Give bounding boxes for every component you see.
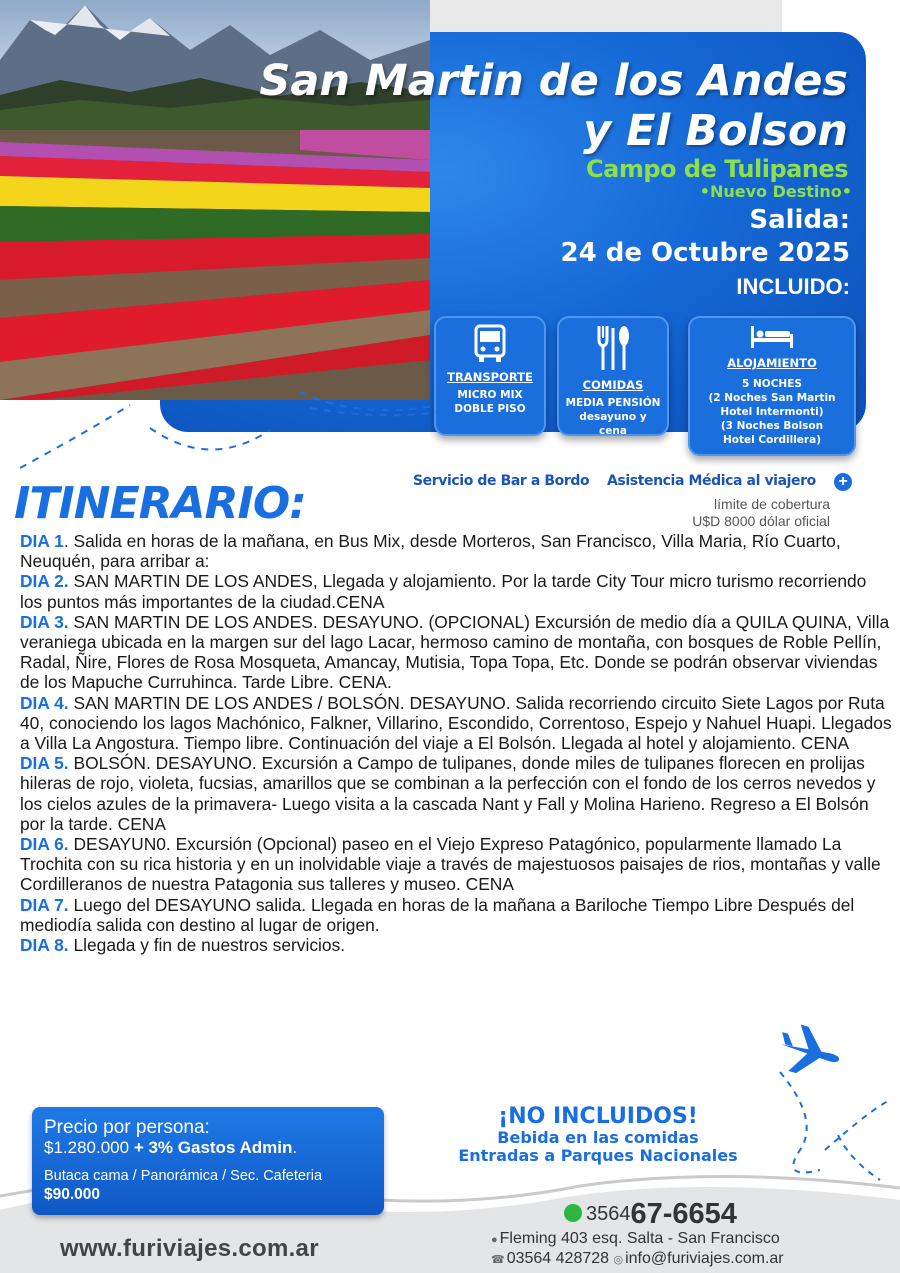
day-7: DIA 7. Luego del DESAYUNO salida. Llegada en horas de la mañana a Bariloche Tiempo Libre Después del mediodía salida con destino al lugar de origen. xyxy=(20,894,855,935)
card-corner xyxy=(160,130,420,430)
new-destination-tag: •Nuevo Destino• xyxy=(699,182,852,201)
location-pin-icon: ● xyxy=(491,1234,498,1246)
airplane-icon xyxy=(773,1021,845,1083)
coverage-limit-amount: U$D 8000 dólar oficial xyxy=(692,513,830,529)
day-2: DIA 2. SAN MARTIN DE LOS ANDES, Llegada y alojamiento. Por la tarde City Tour micro turismo recorriendo los puntos más importantes de la ciudad.CENA xyxy=(20,571,867,612)
not-included-block xyxy=(440,1104,756,1165)
bed-icon xyxy=(749,324,795,350)
page-title: San Martin de los Andes y El Bolson xyxy=(259,56,848,156)
price-box xyxy=(32,1107,384,1215)
itinerary-title: ITINERARIO: xyxy=(14,478,306,529)
phone-icon: ☎ xyxy=(491,1254,505,1266)
coverage-limit-label: límite de cobertura xyxy=(714,496,830,512)
transport-line1: MICRO MIX xyxy=(457,389,523,401)
day-4: DIA 4. SAN MARTIN DE LOS ANDES / BOLSÓN. DESAYUNO. Salida recorriendo circuito Siete Lagos por Ruta 40, conociendo los lagos Machónico, Falkner, Villarino, Escondido, Correntoso, Espejo y Nahuel Huapi. Llegados a Villa La Angostura. Tiempo libre. Continuación del viaje a El Bolsón. Llegada al hotel y alojamiento. CENA xyxy=(20,692,892,754)
departure-date: 24 de Octubre 2025 xyxy=(560,238,850,268)
cutlery-icon xyxy=(593,324,633,372)
price-amount-line: $1.280.000 + 3% Gastos Admin. xyxy=(44,1138,298,1157)
address: ● Fleming 403 esq. Salta - San Francisco xyxy=(491,1230,780,1247)
bus-icon xyxy=(473,324,507,364)
meals-line2: desayuno y xyxy=(579,411,647,423)
medical-assistance: Asistencia Médica al viajero xyxy=(607,473,816,489)
contact-line xyxy=(491,1250,784,1268)
not-included-drinks: Bebida en las comidas xyxy=(497,1128,699,1147)
whatsapp-icon xyxy=(564,1204,582,1222)
day-6: DIA 6. DESAYUN0. Excursión (Opcional) paseo en el Viejo Expreso Patagónico, popularmente llamado La Trochita con su rica historia y en un inolvidable viaje a través de majestuosos paisajes de rios, montañas y valle Cordilleranos de nuestra Patagonia sus talleres y museo. CENA xyxy=(20,834,881,895)
globe-icon: ◎ xyxy=(613,1254,624,1266)
not-included-title: ¡NO INCLUIDOS! xyxy=(498,1104,698,1129)
phone-number[interactable]: 356467-6654 xyxy=(564,1198,737,1231)
day-8: DIA 8. Llegada y fin de nuestros servicios. xyxy=(20,935,346,956)
lodging-line3: Hotel Intermonti) xyxy=(720,406,824,418)
meals-line1: MEDIA PENSIÓN xyxy=(565,397,661,409)
itinerary-days xyxy=(20,531,892,955)
lodging-box xyxy=(688,316,856,456)
bar-service: Servicio de Bar a Bordo xyxy=(413,473,590,489)
departure-label: Salida: xyxy=(749,205,850,235)
meals-label: COMIDAS xyxy=(582,378,644,392)
lodging-line5: Hotel Cordillera) xyxy=(723,434,821,446)
extra-seat-label: Butaca cama / Panorámica / Sec. Cafeteria xyxy=(44,1168,323,1184)
landline[interactable]: 03564 428728 xyxy=(506,1250,610,1267)
transport-label: TRANSPORTE xyxy=(447,370,533,384)
plus-icon: + xyxy=(834,473,852,491)
meals-line3: cena xyxy=(599,425,627,437)
day-1: DIA 1. Salida en horas de la mañana, en Bus Mix, desde Morteros, San Francisco, Villa Maria, Río Cuarto, Neuquén, para arribar a: xyxy=(20,531,841,572)
day-3: DIA 3. SAN MARTIN DE LOS ANDES. DESAYUNO. (OPCIONAL) Excursión de medio día a QUILA QUINA, Villa veraniega ubicada en la margen sur del lago Lacar, hermoso camino de montaña, con bosques de Roble Pellín, Radal, Ñire, Flores de Rosa Mosqueta, Amancay, Mutisia, Topa Topa, Etc. Donde se podrán observar viviendas de los Mapuche Curruhinca. Tarde Libre. CENA. xyxy=(20,611,890,693)
lodging-label: ALOJAMIENTO xyxy=(727,356,817,370)
included-label: INCLUIDO: xyxy=(736,274,850,299)
subtitle: Campo de Tulipanes xyxy=(586,155,848,183)
email-link[interactable]: info@furiviajes.com.ar xyxy=(625,1250,784,1267)
transport-line2: DOBLE PISO xyxy=(454,403,526,415)
price-label: Precio por persona: xyxy=(44,1117,210,1138)
not-included-parks: Entradas a Parques Nacionales xyxy=(458,1146,738,1165)
meals-box xyxy=(557,316,669,436)
transport-box xyxy=(434,316,546,436)
website-link[interactable]: www.furiviajes.com.ar xyxy=(60,1235,319,1262)
lodging-line2: (2 Noches San Martin xyxy=(708,392,836,404)
lodging-line1: 5 NOCHES xyxy=(742,378,802,390)
lodging-line4: (3 Noches Bolson xyxy=(720,420,824,432)
extra-seat-amount: $90.000 xyxy=(44,1186,101,1203)
day-5: DIA 5. BOLSÓN. DESAYUNO. Excursión a Campo de tulipanes, donde miles de tulipanes florecen en prolijas hileras de rojo, violeta, fucsias, amarillos que se combinan a la perfección con el fondo de los cerros nevedos y los cielos azules de la primavera- Luego visita a la cascada Nant y Fall y Molina Harieno. Regreso a El Bolsón por la tarde. CENA xyxy=(20,753,876,834)
